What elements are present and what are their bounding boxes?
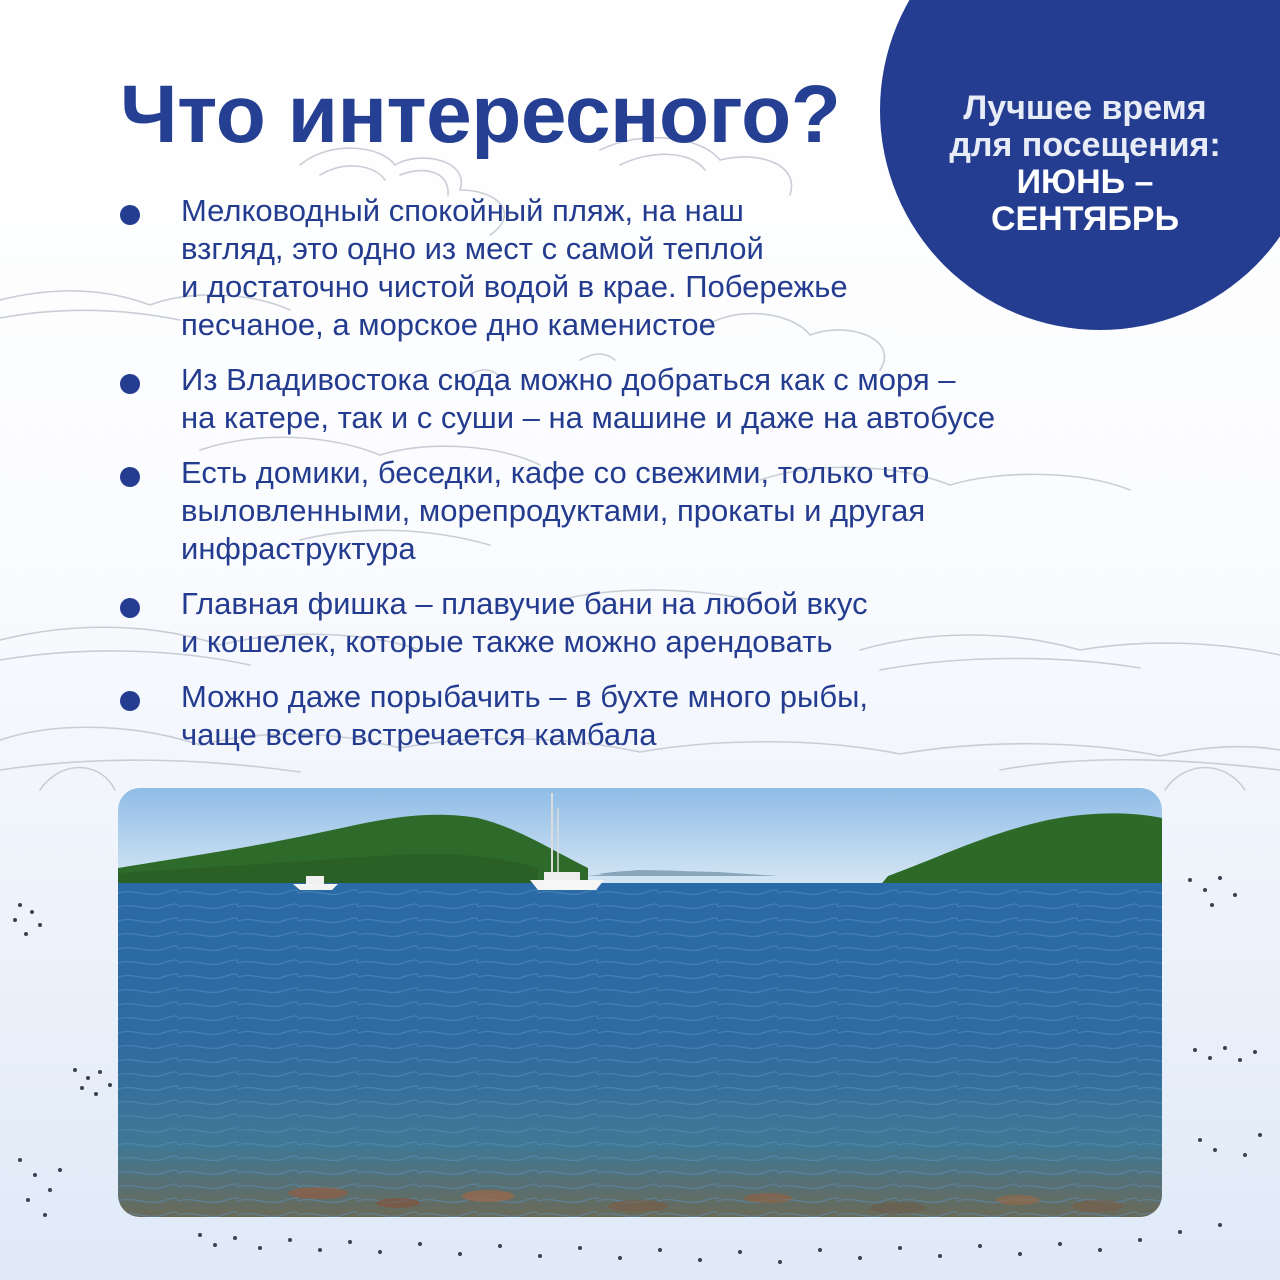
best-time-value-line2: СЕНТЯБРЬ: [990, 200, 1180, 238]
list-item-line: Есть домики, беседки, кафе со свежими, только что: [181, 455, 930, 490]
best-time-label-line2: для посещения:: [949, 126, 1221, 164]
feature-list: [118, 192, 1138, 771]
list-item-line: и достаточно чистой водой в крае. Побережье: [181, 269, 848, 304]
page-title: Что интересного?: [120, 69, 841, 160]
best-time-value-line1: ИЮНЬ –: [1016, 163, 1154, 201]
list-item-line: и кошелек, которые также можно арендовать: [181, 624, 833, 659]
list-item: [118, 454, 1138, 568]
bullet-dot-icon: [120, 467, 140, 487]
bay-photo: [118, 788, 1162, 1217]
bullet-dot-icon: [120, 691, 140, 711]
best-time-label-line1: Лучшее время: [963, 89, 1207, 127]
list-item: [118, 361, 1138, 437]
list-item: [118, 585, 1138, 661]
bay-photo-illustration: [118, 788, 1162, 1217]
list-item-line: чаще всего встречается камбала: [181, 717, 657, 752]
list-item: [118, 678, 1138, 754]
list-item-line: Можно даже порыбачить – в бухте много рыбы,: [181, 679, 868, 714]
list-item: [118, 192, 1138, 344]
bullet-dot-icon: [120, 598, 140, 618]
list-item-line: Мелководный спокойный пляж, на наш: [181, 193, 744, 228]
bullet-dot-icon: [120, 205, 140, 225]
list-item-line: Из Владивостока сюда можно добраться как с моря –: [181, 362, 956, 397]
bullet-dot-icon: [120, 374, 140, 394]
list-item-line: взгляд, это одно из мест с самой теплой: [181, 231, 764, 266]
list-item-line: инфраструктура: [181, 531, 416, 566]
list-item-line: Главная фишка – плавучие бани на любой вкус: [181, 586, 868, 621]
list-item-line: на катере, так и с суши – на машине и даже на автобусе: [181, 400, 996, 435]
list-item-line: песчаное, а морское дно каменистое: [181, 307, 716, 342]
list-item-line: выловленными, морепродуктами, прокаты и другая: [181, 493, 926, 528]
